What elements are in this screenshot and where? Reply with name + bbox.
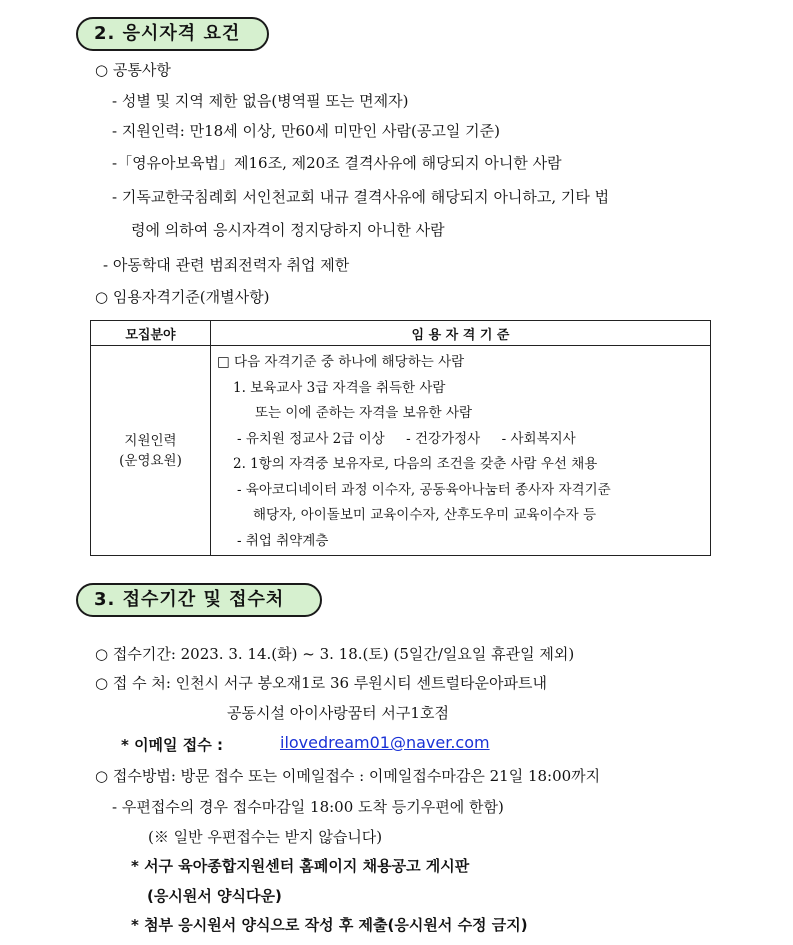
role-subtitle: (운영요원) [119, 452, 182, 469]
section-3-title: 3. 접수기간 및 접수처 [76, 583, 322, 617]
notice-homepage: * 서구 육아종합지원센터 홈페이지 채용공고 게시판 [131, 857, 470, 875]
receipt-period: ○ 접수기간: 2023. 3. 14.(화) ~ 3. 18.(토) (5일간/일요일 휴관일 제외) [95, 645, 575, 663]
receipt-place: ○ 접 수 처: 인천시 서구 봉오재1로 36 루원시티 센트럴타운아파트내 [95, 674, 547, 692]
common-item: -「영유아보육법」제16조, 제20조 결격사유에 해당되지 아니한 사람 [112, 154, 562, 172]
col-header-field: 모집분야 [91, 321, 211, 346]
criteria-table [90, 320, 711, 556]
common-item: - 지원인력: 만18세 이상, 만60세 미만인 사람(공고일 기준) [112, 122, 500, 140]
criteria-line: 2. 1항의 자격중 보유자로, 다음의 조건을 갖춘 사람 우선 채용 [233, 456, 598, 472]
criteria-line: - 육아코디네이터 과정 이수자, 공동육아나눔터 종사자 자격기준 [237, 481, 611, 498]
role-name: 지원인력 [124, 432, 177, 449]
role-cell [91, 346, 211, 556]
col-header-criteria: 임 용 자 격 기 준 [211, 321, 711, 346]
common-item: - 아동학대 관련 범죄전력자 취업 제한 [103, 256, 350, 274]
criteria-line: - 취업 취약계층 [237, 532, 329, 549]
notice-attachment: * 첨부 응시원서 양식으로 작성 후 제출(응시원서 수정 금지) [131, 916, 528, 934]
common-item: - 성별 및 지역 제한 없음(병역필 또는 면제자) [112, 92, 409, 110]
mail-note: - 우편접수의 경우 접수마감일 18:00 도착 등기우편에 한함) [112, 798, 504, 816]
email-label: * 이메일 접수 : [121, 736, 223, 754]
criteria-cell [211, 346, 711, 556]
criteria-line: □ 다음 자격기준 중 하나에 해당하는 사람 [217, 354, 465, 370]
section-2-title: 2. 응시자격 요건 [76, 17, 269, 51]
notice-homepage-sub: (응시원서 양식다운) [147, 887, 282, 905]
individual-heading: ○ 임용자격기준(개별사항) [95, 288, 270, 306]
common-item: - 기독교한국침례회 서인천교회 내규 결격사유에 해당되지 아니하고, 기타 법 [112, 188, 610, 206]
receipt-place-continued: 공동시설 아이사랑꿈터 서구1호점 [227, 704, 449, 722]
criteria-line: 1. 보육교사 3급 자격을 취득한 사람 [233, 379, 446, 396]
criteria-line: 또는 이에 준하는 자격을 보유한 사람 [255, 405, 473, 421]
email-link[interactable]: ilovedream01@naver.com [280, 733, 490, 752]
mail-note-2: (※ 일반 우편접수는 받지 않습니다) [148, 828, 383, 846]
common-item-continued: 령에 의하여 응시자격이 정지당하지 아니한 사람 [131, 221, 445, 239]
criteria-line: 해당자, 아이돌보미 교육이수자, 산후도우미 교육이수자 등 [253, 507, 597, 523]
receipt-method: ○ 접수방법: 방문 접수 또는 이메일접수 : 이메일접수마감은 21일 18:00까지 [95, 767, 601, 785]
criteria-line: - 유치원 정교사 2급 이상 - 건강가정사 - 사회복지사 [237, 430, 576, 447]
common-heading: ○ 공통사항 [95, 61, 171, 79]
